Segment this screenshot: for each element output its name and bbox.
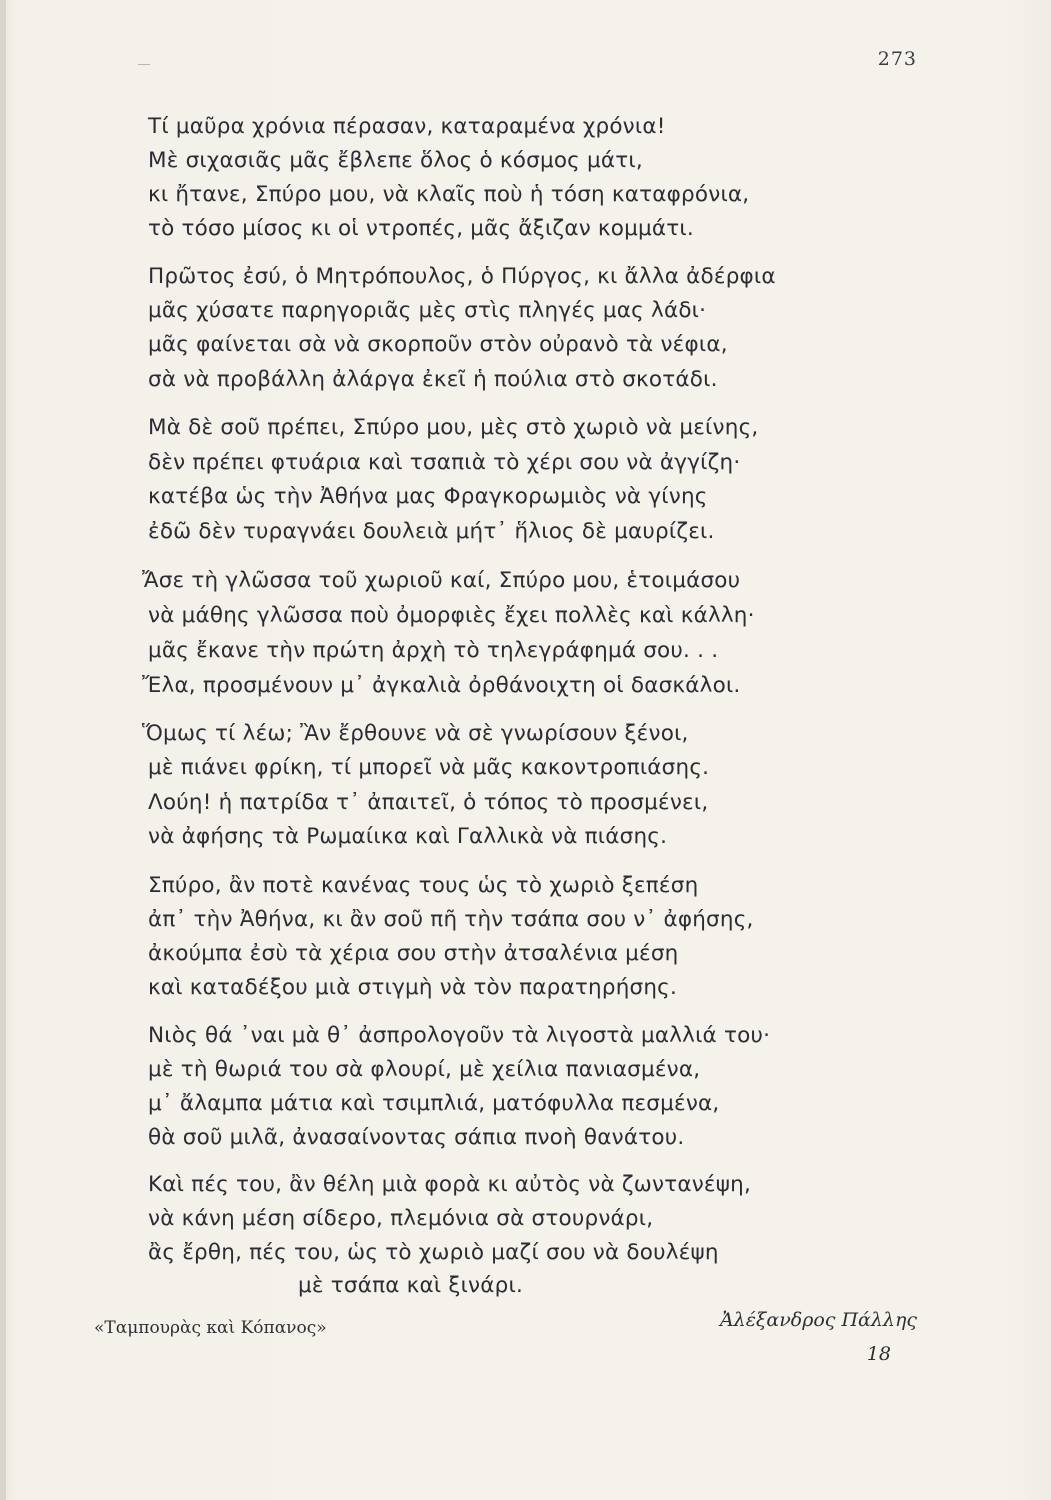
poem-line: ἀκούμπα ἐσὺ τὰ χέρια σου στὴν ἀτσαλένια μέση: [148, 941, 679, 966]
header-dash: [138, 64, 150, 65]
poem-number: 18: [866, 1343, 891, 1365]
poem-line: μὲ τὴ θωριά του σὰ φλουρί, μὲ χείλια πανιασμένα,: [148, 1057, 701, 1082]
author-name: Ἀλέξανδρος Πάλλης: [719, 1309, 917, 1331]
poem-line: νὰ ἀφήσης τὰ Ρωμαίικα καὶ Γαλλικὰ νὰ πιάσης.: [148, 824, 668, 849]
poem-line: ἂς ἔρθη, πές του, ὡς τὸ χωριὸ μαζί σου νὰ δουλέψη: [148, 1240, 719, 1265]
page-number: 273: [877, 48, 917, 70]
poem-line: μᾶς φαίνεται σὰ νὰ σκορποῦν στὸν οὐρανὸ τὰ νέφια,: [148, 332, 728, 357]
poem-line: ἀπ᾽ τὴν Ἀθήνα, κι ἂν σοῦ πῆ τὴν τσάπα σου ν᾽ ἀφήσης,: [148, 907, 754, 932]
poem-line: ἐδῶ δὲν τυραγνάει δουλειὰ μήτ᾽ ἥλιος δὲ μαυρίζει.: [148, 519, 715, 544]
page-spine-edge: [0, 0, 6, 1500]
poem-line: κι ἤτανε, Σπύρο μου, νὰ κλαῖς ποὺ ἡ τόση καταφρόνια,: [148, 182, 750, 207]
poem-line: νὰ μάθης γλῶσσα ποὺ ὀμορφιὲς ἔχει πολλὲς καὶ κάλλη·: [148, 603, 755, 628]
poem-line: μᾶς ἔκανε τὴν πρώτη ἀρχὴ τὸ τηλεγράφημά σου. . .: [148, 638, 719, 663]
source-title: «Ταμπουρὰς καὶ Κόπανος»: [94, 1318, 327, 1338]
poem-line: μᾶς χύσατε παρηγοριᾶς μὲς στὶς πληγές μας λάδι·: [148, 298, 707, 323]
poem-line: Νιὸς θά ᾽ναι μὰ θ᾽ ἀσπρολογοῦν τὰ λιγοστὰ μαλλιά του·: [148, 1023, 771, 1048]
poem-line: Ἄσε τὴ γλῶσσα τοῦ χωριοῦ καί, Σπύρο μου, ἑτοιμάσου: [142, 568, 741, 593]
poem-line: μ᾽ ἄλαμπα μάτια καὶ τσιμπλιά, ματόφυλλα πεσμένα,: [148, 1091, 720, 1116]
poem-line: θὰ σοῦ μιλᾶ, ἀνασαίνοντας σάπια πνοὴ θανάτου.: [148, 1125, 685, 1150]
poem-line: μὲ πιάνει φρίκη, τί μπορεῖ νὰ μᾶς κακοντροπιάσης.: [148, 755, 710, 780]
poem-line: καὶ καταδέξου μιὰ στιγμὴ νὰ τὸν παρατηρήσης.: [148, 975, 678, 1000]
poem-line: Μὲ σιχασιᾶς μᾶς ἔβλεπε ὅλος ὁ κόσμος μάτι,: [148, 148, 643, 173]
poem-line: μὲ τσάπα καὶ ξινάρι.: [298, 1273, 523, 1298]
poem-line: δὲν πρέπει φτυάρια καὶ τσαπιὰ τὸ χέρι σου νὰ ἀγγίζη·: [148, 450, 741, 475]
poem-line: Πρῶτος ἐσύ, ὁ Μητρόπουλος, ὁ Πύργος, κι ἄλλα ἀδέρφια: [148, 264, 776, 289]
poem-line: νὰ κάνη μέση σίδερο, πλεμόνια σὰ στουρνάρι,: [148, 1206, 654, 1231]
poem-line: Ἔλα, προσμένουν μ᾽ ἀγκαλιὰ ὀρθάνοιχτη οἱ δασκάλοι.: [142, 673, 741, 698]
poem-line: κατέβα ὡς τὴν Ἀθήνα μας Φραγκορωμιὸς νὰ γίνης: [148, 484, 708, 509]
poem-line: Μὰ δὲ σοῦ πρέπει, Σπύρο μου, μὲς στὸ χωριὸ νὰ μείνης,: [148, 415, 759, 440]
poem-line: Καὶ πές του, ἂν θέλη μιὰ φορὰ κι αὐτὸς νὰ ζωντανέψη,: [148, 1172, 751, 1197]
poem-line: Τί μαῦρα χρόνια πέρασαν, καταραμένα χρόνια!: [148, 114, 666, 139]
poem-line: Ὅμως τί λέω; Ἂν ἔρθουνε νὰ σὲ γνωρίσουν ξένοι,: [142, 721, 689, 746]
poem-line: σὰ νὰ προβάλλη ἀλάργα ἐκεῖ ἡ πούλια στὸ σκοτάδι.: [148, 367, 718, 392]
poem-line: Λούη! ἡ πατρίδα τ᾽ ἀπαιτεῖ, ὁ τόπος τὸ προσμένει,: [148, 790, 709, 815]
poem-line: τὸ τόσο μίσος κι οἱ ντροπές, μᾶς ἄξιζαν κομμάτι.: [148, 216, 694, 241]
poem-line: Σπύρο, ἂν ποτὲ κανένας τους ὡς τὸ χωριὸ ξεπέση: [148, 873, 699, 898]
